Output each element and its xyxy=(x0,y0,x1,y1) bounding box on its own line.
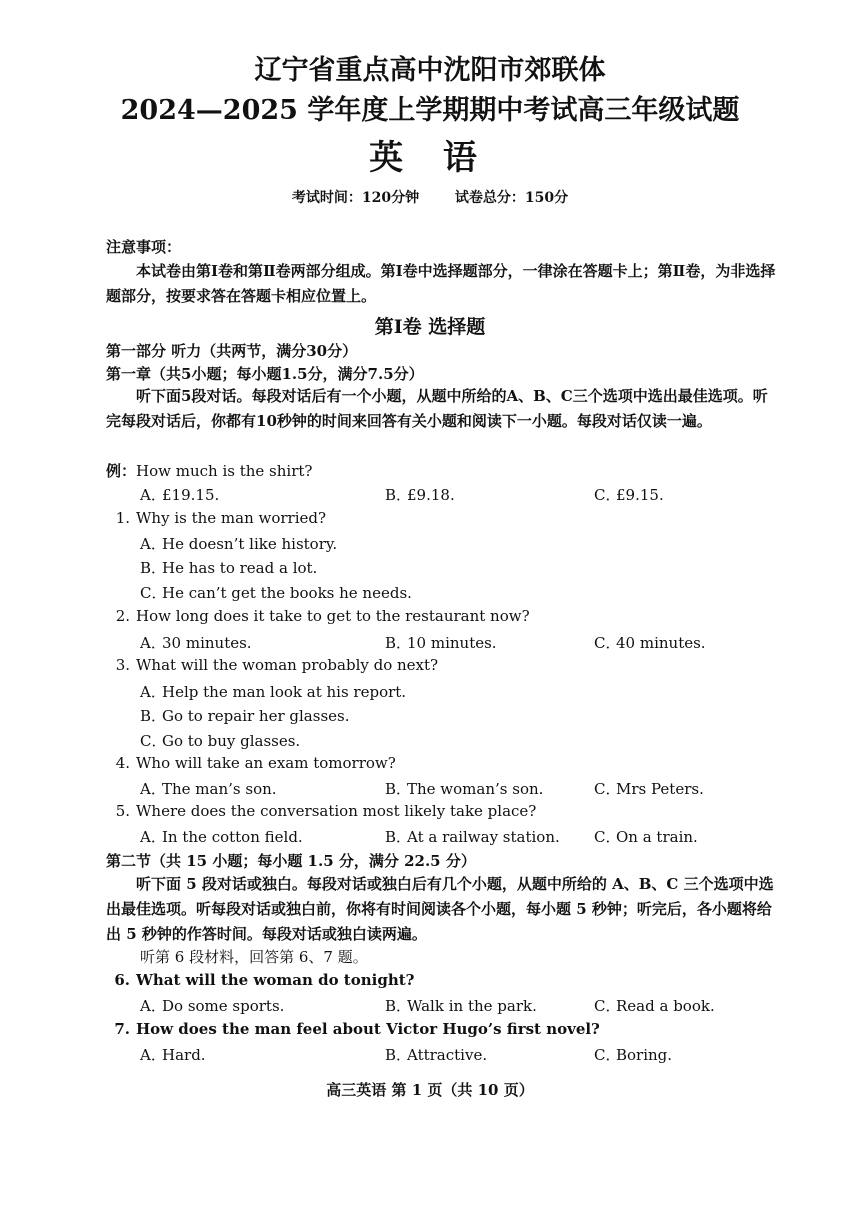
example-question-text: How much is the shirt? xyxy=(136,462,313,480)
notice-title: 注意事项： xyxy=(106,238,182,256)
exam-score: 试卷总分：150分 xyxy=(454,190,569,206)
q4-option-c: C．Mrs Peters. xyxy=(594,780,704,798)
question-1: 1. Why is the man worried? xyxy=(115,509,327,527)
q2-option-a: A．30 minutes. xyxy=(140,634,252,652)
exam-title-line1: 辽宁省重点高中沈阳市郊联体 xyxy=(254,55,606,86)
example-question xyxy=(106,460,312,481)
q2-option-c: C．40 minutes. xyxy=(594,634,706,652)
section2-instructions: 听下面 5 段对话或独白。每段对话或独白后有几个小题，从题中所给的 A、B、C 三个选项中选出最佳选项。听每段对话或独白前，你将有时间阅读各个小题，每小题 5 秒钟；听完后，各小题将给出 5 秒钟的作答时间。每段对话或独白读两遍。 xyxy=(106,875,774,943)
subject-title: 英 语 xyxy=(369,138,491,178)
section1-instructions: 听下面5段对话。每段对话后有一个小题，从题中所给的A、B、C三个选项中选出最佳选项。听完每段对话后，你都有10秒钟的时间来回答有关小题和阅读下一小题。每段对话仅读一遍。 xyxy=(106,387,768,430)
q2-option-b: B．10 minutes. xyxy=(385,634,497,652)
notice-body: 本试卷由第Ⅰ卷和第Ⅱ卷两部分组成。第Ⅰ卷中选择题部分，一律涂在答题卡上；第Ⅱ卷，为非选择题部分，按要求答在答题卡相应位置上。 xyxy=(106,262,776,305)
question-4: 4. Who will take an exam tomorrow? xyxy=(115,754,396,772)
question-3: 3. What will the woman probably do next? xyxy=(115,656,439,674)
question-2: 2. How long does it take to get to the restaurant now? xyxy=(115,607,530,625)
example-option-c: C．£9.15. xyxy=(594,486,664,504)
exam-time: 考试时间：120分钟 xyxy=(291,190,420,206)
exam-title-line2: 2024—2025 学年度上学期期中考试高三年级试题 xyxy=(120,95,740,126)
section2-title: 第二节（共 15 小题；每小题 1.5 分，满分 22.5 分） xyxy=(106,852,476,870)
q3-option-c: C．Go to buy glasses. xyxy=(140,732,301,750)
q6-option-b: B．Walk in the park. xyxy=(385,997,537,1015)
volume-title: 第Ⅰ卷 选择题 xyxy=(374,316,486,338)
q4-option-a: A．The man’s son. xyxy=(140,780,277,798)
q1-option-c: C．He can’t get the books he needs. xyxy=(140,584,412,602)
exam-meta xyxy=(0,187,860,207)
q5-option-c: C．On a train. xyxy=(594,828,698,846)
part1-title: 第一部分 听力（共两节，满分30分） xyxy=(106,342,358,360)
q7-option-c: C．Boring. xyxy=(594,1046,673,1064)
page-footer: 高三英语 第 1 页（共 10 页） xyxy=(326,1081,534,1099)
q6-option-c: C．Read a book. xyxy=(594,997,715,1015)
q3-option-a: A．Help the man look at his report. xyxy=(140,683,407,701)
q7-option-a: A．Hard. xyxy=(140,1046,206,1064)
example-option-a: A．£19.15. xyxy=(140,486,220,504)
question-7: 7. How does the man feel about Victor Hugo’s first novel? xyxy=(114,1020,600,1038)
example-prefix: 例： xyxy=(106,462,137,480)
q1-option-a: A．He doesn’t like history. xyxy=(140,535,338,553)
example-option-b: B．£9.18. xyxy=(385,486,455,504)
q3-option-b: B．Go to repair her glasses. xyxy=(140,707,350,725)
q4-option-b: B．The woman’s son. xyxy=(385,780,544,798)
material-note: 听第 6 段材料，回答第 6、7 题。 xyxy=(140,948,368,966)
q5-option-a: A．In the cotton field. xyxy=(140,828,303,846)
q1-option-b: B．He has to read a lot. xyxy=(140,559,318,577)
q7-option-b: B．Attractive. xyxy=(385,1046,488,1064)
section1-title: 第一章（共5小题；每小题1.5分，满分7.5分） xyxy=(106,365,424,383)
question-6: 6. What will the woman do tonight? xyxy=(114,971,415,989)
question-5: 5. Where does the conversation most likely take place? xyxy=(115,802,537,820)
q6-option-a: A．Do some sports. xyxy=(140,997,285,1015)
q5-option-b: B．At a railway station. xyxy=(385,828,560,846)
